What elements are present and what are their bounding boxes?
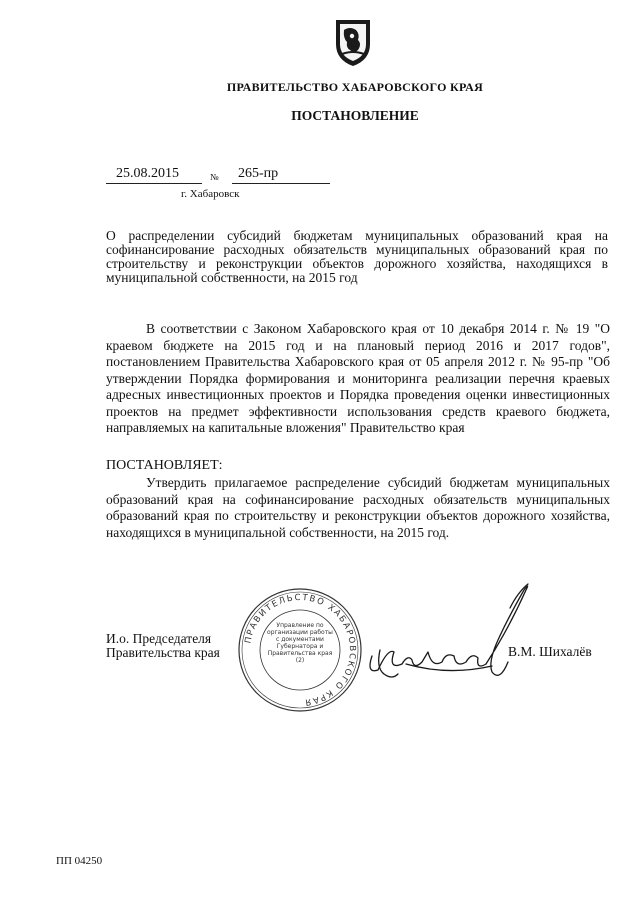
official-stamp (236, 586, 364, 714)
document-date: 25.08.2015 (116, 166, 179, 181)
handwritten-signature (358, 578, 534, 708)
decree-keyword: ПОСТАНОВЛЯЕТ: (106, 458, 223, 473)
decree-paragraph: Утвердить прилагаемое распределение субсидий бюджетам муниципальных образований края на софинансирование расходных обязательств муниципальных образований края по строительству и реконструкции объектов дорожного хозяйства, находящихся в муниципальной собственности, на 2015 год. (106, 475, 610, 540)
document-type-title: ПОСТАНОВЛЕНИЕ (291, 108, 419, 123)
organization-title: ПРАВИТЕЛЬСТВО ХАБАРОВСКОГО КРАЯ (226, 80, 484, 94)
signatory-title-line1: И.о. Председателя (106, 631, 212, 646)
stamp-inner-text: Управление по организации работы с документами Губернатора и Правительства края (2) (267, 622, 333, 664)
coat-of-arms-icon (330, 16, 376, 68)
document-city: г. Хабаровск (181, 188, 240, 200)
signatory-title-line2: Правительства края (106, 645, 220, 660)
signatory-name: В.М. Шихалёв (508, 644, 592, 659)
document-subject: О распределении субсидий бюджетам муниципальных образований края на софинансирование расходных обязательств муниципальных образований края по строительству и реконструкции объектов дорожного хозяйства, находящихся в муниципальной собственности, на 2015 год (106, 228, 608, 285)
number-sign: № (210, 172, 219, 182)
signatory-title (106, 632, 220, 660)
preamble-paragraph: В соответствии с Законом Хабаровского края от 10 декабря 2014 г. № 19 "О краевом бюджете на 2015 год и на плановый период 2016 и 2017 годов", постановлением Правительства Хабаровского края от 05 апреля 2012 г. № 95-пр "Об утверждении Порядка формирования и мониторинга реализации перечня краевых адресных инвестиционных проектов и Порядка проведения оценки инвестиционных проектов на предмет эффективности использования средств краевого бюджета, направляемых на капитальные вложения" Правительство края (106, 321, 610, 435)
number-underline (232, 183, 330, 184)
date-underline (106, 183, 202, 184)
stamp-outer-text: ПРАВИТЕЛЬСТВО ХАБАРОВСКОГО КРАЯ (243, 592, 358, 707)
document-number: 265-пр (238, 166, 279, 181)
document-code: ПП 04250 (56, 855, 103, 867)
